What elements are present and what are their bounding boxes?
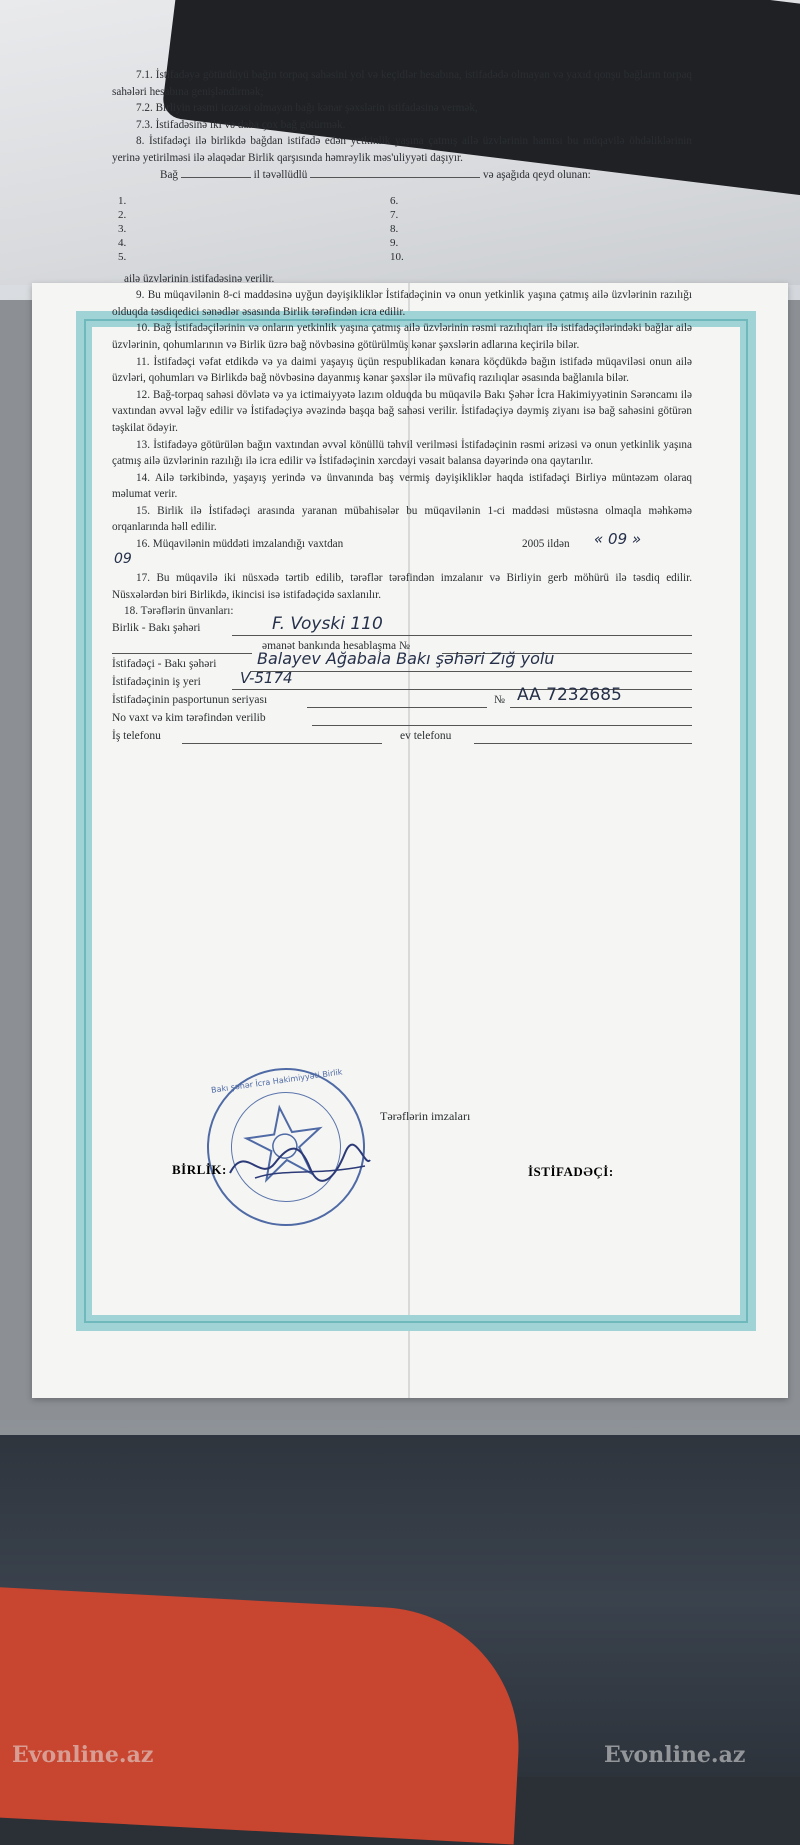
- clause-9: 9. Bu müqavilənin 8-ci maddəsinə uyğun dəyişikliklər İstifadəçinin və onun yetkinlik yaşına çatmış ailə üzvlərinin razılığı olduqda təsdiqedici sənədlər əsasında Birlik tərəfindən icra edilir.: [112, 289, 692, 318]
- family-tail: ailə üzvlərinin istifadəsinə verilir.: [124, 272, 275, 285]
- field-birlik: Birlik - Bakı şəhəri F. Voyski 110: [112, 620, 692, 638]
- handwritten-day: « 09 »: [594, 530, 642, 549]
- clause-13: 13. İstifadəyə götürülən bağın vaxtından əvvəl könüllü təhvil verilməsi İstifadəçinin rəsmi ərizəsi və onun yetkinlik yaşına çatmış ailə üzvlərinin razılığı ilə icra edilir və İstifadəçinin xərcdəyi vəsait balansa dəyərində ona qaytarılır.: [112, 438, 692, 468]
- signatures-title: Tərəflərin imzaları: [380, 1109, 471, 1123]
- clause-16: 16. Müqavilənin müddəti imzalandığı vaxtdan 2005 ildən « 09 » 09: [114, 530, 642, 568]
- clause-17: 17. Bu müqavilə iki nüsxədə tərtib edilib, tərəflər tərəfindən imzalanır və Birliyin gerb möhürü ilə təsdiq edilir. Nüsxələrdən biri Birlikdə, ikincisi isə istifadəçidə saxlanılır.: [112, 572, 692, 601]
- handwritten-passport: AA 7232685: [517, 684, 622, 705]
- field-work: İstifadəçinin iş yeri V-5174: [112, 674, 692, 692]
- field-istifadeci: İstifadəçi - Bakı şəhəri Balayev Ağabala Bakı şəhəri Zığ yolu: [112, 656, 692, 674]
- clause-7-1: 7.1. İstifadəyə götürdüyü bağın torpaq sahəsini yol və keçidlər hesabına, istifadədə olmayan və yaxıd qonşu bağların torpaq sahələri hesabına genişləndirmək;: [112, 69, 692, 98]
- clause-7-3: 7.3. İstifadəsinə iki və daha çox bağ götürmək.: [136, 118, 346, 131]
- watermark-left: Evonline.az: [12, 1742, 154, 1768]
- handwritten-work: V-5174: [240, 668, 293, 687]
- handwritten-birlik-address: F. Voyski 110: [272, 613, 383, 634]
- clause-15: 15. Birlik ilə İstifadəçi arasında yaranan mübahisələr bu müqavilənin 1-ci maddəsi müstəsna olmaqla məhkəmə orqanlarında həll edilir.: [112, 504, 692, 534]
- clause-7-2: 7.2. Birliyin rəsmi icazəsi olmayan bağı kənar şəxslərin istifadəsinə vermək,: [136, 102, 478, 115]
- field-phone: İş telefonu ev telefonu: [112, 728, 692, 746]
- clause-18: 18. Tərəflərin ünvanları:: [124, 605, 234, 618]
- handwritten-user-name: Balayev Ağabala Bakı şəhəri Zığ yolu: [257, 648, 555, 668]
- clause-11: 11. İstifadəçi vəfat etdikdə və ya daimi yaşayış üçün respublikadan kənara köçdükdə bağın istifadə müqaviləsi onun ailə üzvləri, qohumları və Birlikdə bağ növbəsinə dayanmış kənar şəxslər ilə müvafiq razılıqlar əsasında bağlanıla bilər.: [112, 355, 692, 385]
- watermark-right: Evonline.az: [604, 1742, 746, 1768]
- family-list: 1. 2. 3. 4. 5. 6. 7. 8. 9. 10.: [118, 194, 404, 263]
- field-issued: No vaxt və kim tərəfindən verilib: [112, 710, 692, 728]
- contract-text: [112, 67, 692, 746]
- birlik-signature-label: BİRLİK:: [172, 1162, 227, 1177]
- official-stamp: Bakı şəhər İcra Hakimiyyəti Birlik: [197, 1058, 375, 1236]
- field-passport: İstifadəçinin pasportunun seriyası № AA 7232685: [112, 692, 692, 710]
- user-signature-label: İSTİFADƏÇİ:: [528, 1164, 614, 1179]
- bag-line: Bağ il təvəllüdlü və aşağıda qeyd olunan:: [160, 168, 591, 181]
- clause-8: 8. İstifadəçi ilə birlikdə bağdan istifadə edən yetkinlik yaşına çatmış ailə üzvlərinin hamısı bu müqavilə öhdəliklərinin yerinə yetirilməsi ilə əlaqədar Birlik qarşısında həmrəylik məs'uliyyəti daşıyır.: [112, 135, 692, 164]
- clause-10: 10. Bağ İstifadəçilərinin və onların yetkinlik yaşına çatmış ailə üzvlərinin rəsmi razılıqları ilə istifadəçilərindəki bağlar ailə üzvlərinin, qohumlarının və Birlik üzrə bağ növbəsinə götürülmüş kənar şəxslərin adlarına keçirilə bilər.: [112, 322, 692, 351]
- signature-image: [225, 1138, 375, 1188]
- clause-12: 12. Bağ-torpaq sahəsi dövlətə və ya ictimaiyyətə lazım olduqda bu müqavilə Bakı Şəhər İcra Hakimiyyətinin Sərəncamı ilə vaxtından əvvəl ləğv edilir və İstifadəçiyə əvəzində başqa bağ sahəsi verilir. İstifadəçiyə dəymiş ziyanı isə bağ sahəsini götürən təşkilat ödəyir.: [112, 388, 692, 434]
- handwritten-month: 09: [114, 551, 132, 568]
- red-cloth: [0, 1586, 526, 1845]
- clause-14: 14. Ailə tərkibində, yaşayış yerində və ünvanında baş vermiş dəyişikliklər haqda istifadəçi Birliyə müntəzəm olaraq məlumat verir.: [112, 471, 692, 501]
- field-bank: əmanət bankında hesablaşma №: [112, 638, 692, 656]
